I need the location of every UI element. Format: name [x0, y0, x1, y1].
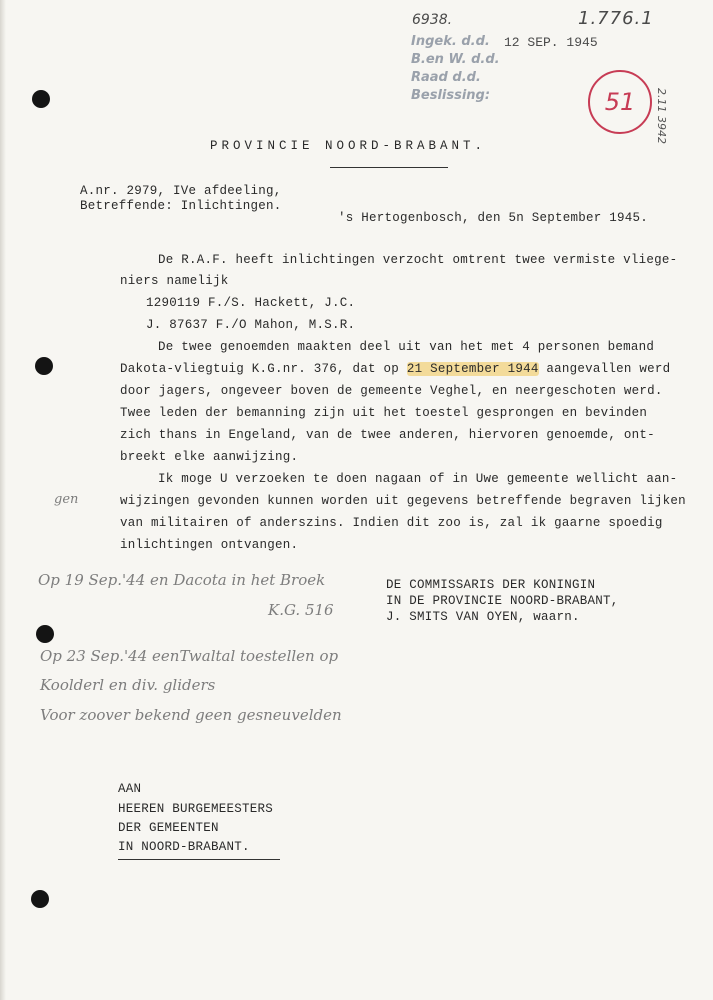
stamp-line-received: Ingek. d.d. — [411, 34, 490, 49]
body-line: van militairen of anderszins. Indien dit zoo is, zal ik gaarne spoedig — [120, 516, 663, 530]
handwritten-note: Koolderl en div. gliders — [40, 676, 216, 694]
circled-number — [588, 70, 652, 134]
handwritten-note: Op 19 Sep.'44 en Dacota in het Broek — [38, 571, 326, 589]
body-line: zich thans in Engeland, van de twee anderen, hiervoren genoemde, ont- — [120, 428, 655, 442]
body-line: De twee genoemden maakten deel uit van het met 4 personen bemand — [158, 340, 655, 354]
address-underline — [118, 859, 280, 860]
body-line: niers namelijk — [120, 274, 229, 288]
stamp-line-bw: B.en W. d.d. — [411, 52, 500, 67]
signature-line: DE COMMISSARIS DER KONINGIN — [386, 578, 596, 592]
reference-line: A.nr. 2979, IVe afdeeling, — [80, 184, 282, 198]
highlighted-date: 21 September 1944 — [406, 362, 539, 376]
handwritten-note: Voor zoover bekend geen gesneuvelden — [40, 706, 342, 724]
body-line: De R.A.F. heeft inlichtingen verzocht omtrent twee vermiste vliege- — [158, 253, 678, 267]
stamp-ref-number: 6938. — [412, 12, 453, 28]
margin-note: gen — [54, 492, 79, 507]
title-underline — [330, 167, 448, 168]
address-line: AAN — [118, 782, 142, 796]
punch-hole — [35, 357, 53, 375]
subject-line: Betreffende: Inlichtingen. — [80, 199, 282, 213]
body-line: door jagers, ongeveer boven de gemeente Veghel, en neergeschoten werd. — [120, 384, 663, 398]
handwritten-note: Op 23 Sep.'44 eenTwaltal toestellen op — [40, 647, 339, 665]
punch-hole — [36, 625, 54, 643]
body-line: 1290119 F./S. Hackett, J.C. — [146, 296, 356, 310]
punch-hole — [31, 890, 49, 908]
address-line: IN NOORD-BRABANT. — [118, 840, 250, 854]
letter-title: PROVINCIE NOORD-BRABANT. — [210, 139, 487, 153]
body-line: Twee leden der bemanning zijn uit het toestel gesprongen en bevinden — [120, 406, 648, 420]
place-date: 's Hertogenbosch, den 5n September 1945. — [338, 211, 649, 225]
top-number: 1.776.1 — [578, 8, 654, 29]
address-line: DER GEMEENTEN — [118, 821, 219, 835]
stamp-line-raad: Raad d.d. — [411, 70, 481, 85]
circled-number-text: 51 — [604, 88, 636, 116]
body-line-part: Dakota-vliegtuig K.G.nr. 376, dat op — [120, 362, 400, 376]
signature-line: J. SMITS VAN OYEN, waarn. — [386, 610, 580, 624]
body-line: wijzingen gevonden kunnen worden uit gegevens betreffende begraven lijken — [120, 494, 686, 508]
handwritten-note: K.G. 516 — [268, 601, 334, 619]
punch-hole — [32, 90, 50, 108]
side-code: 2.11 3942 — [655, 88, 668, 144]
stamp-line-beslissing: Beslissing: — [411, 88, 491, 103]
body-line — [120, 362, 670, 376]
body-line: J. 87637 F./O Mahon, M.S.R. — [146, 318, 356, 332]
stamp-date: 12 SEP. 1945 — [504, 35, 598, 50]
body-line-part: aangevallen werd — [546, 362, 671, 376]
body-line: breekt elke aanwijzing. — [120, 450, 299, 464]
body-line: Ik moge U verzoeken te doen nagaan of in Uwe gemeente wellicht aan- — [158, 472, 678, 486]
body-line: inlichtingen ontvangen. — [120, 538, 299, 552]
address-line: HEEREN BURGEMEESTERS — [118, 802, 274, 816]
signature-line: IN DE PROVINCIE NOORD-BRABANT, — [386, 594, 619, 608]
